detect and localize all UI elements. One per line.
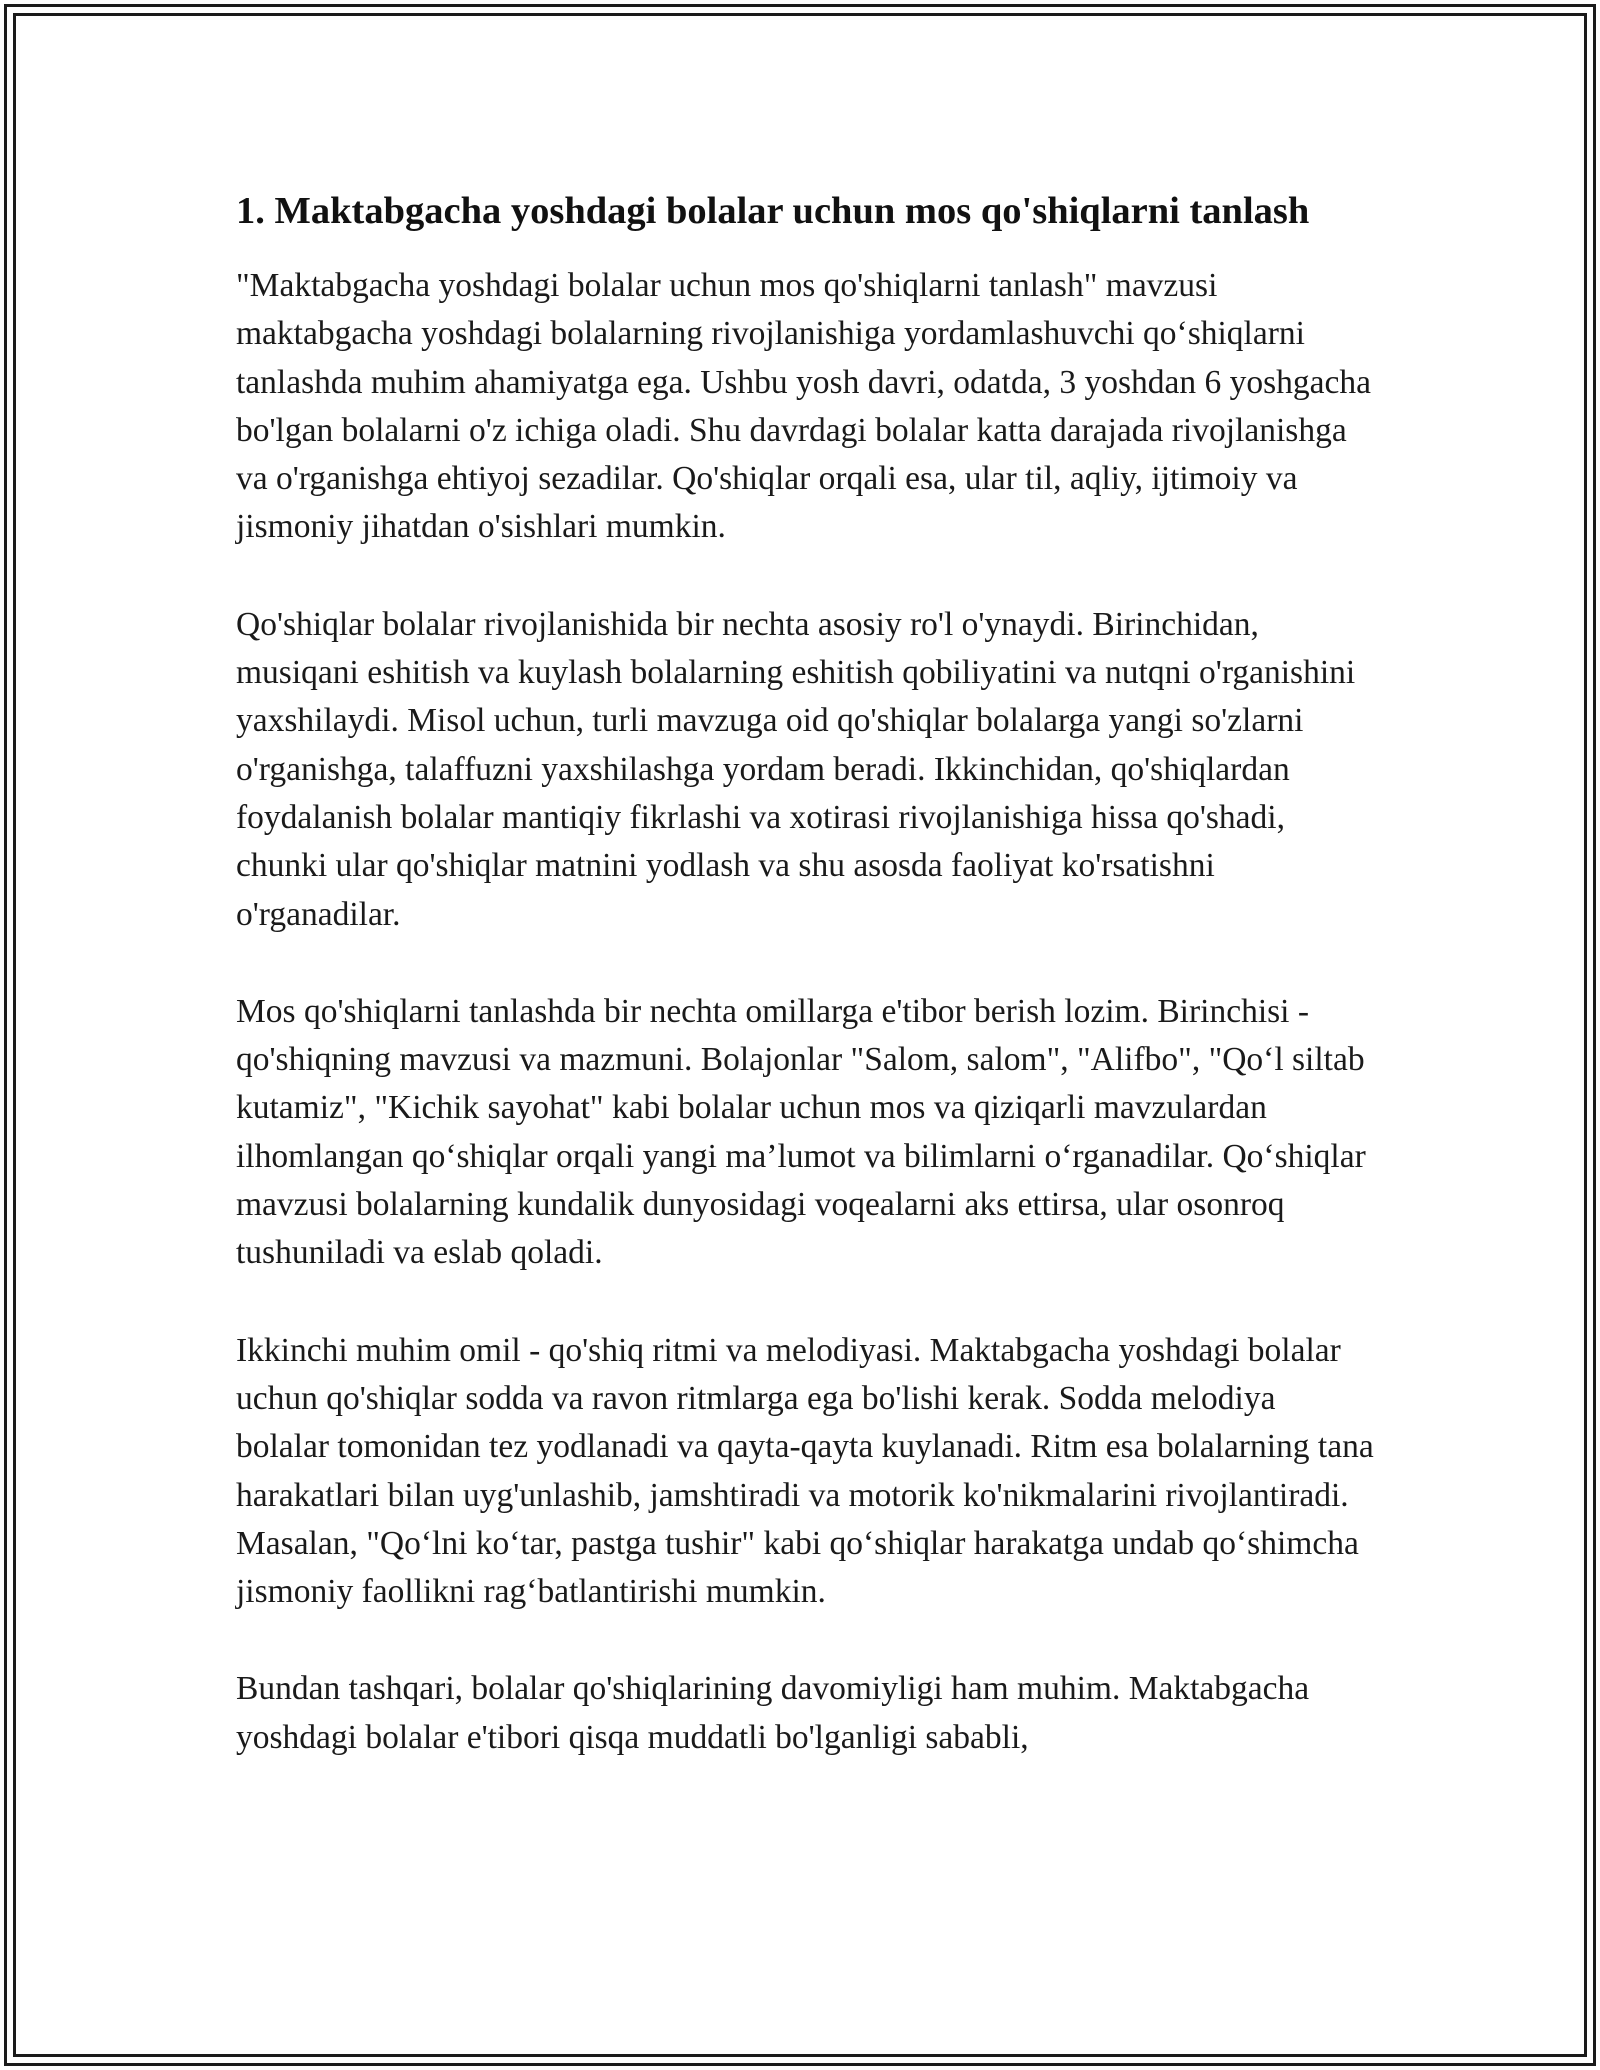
paragraph-role-of-songs: Qo'shiqlar bolalar rivojlanishida bir nechta asosiy ro'l o'ynaydi. Birinchidan, musiqani eshitish va kuylash bolalarning eshitish qobiliyatini va nutqni o'rganishini yaxshilaydi. Misol uchun, turli mavzuga oid qo'shiqlar bolalarga yangi so'zlarni o'rganishga, talaffuzni yaxshilashga yordam beradi. Ikkinchidan, qo'shiqlardan foydalanish bolalar mantiqiy fikrlashi va xotirasi rivojlanishiga hissa qo'shadi, chunki ular qo'shiqlar matnini yodlash va shu asosda faoliyat ko'rsatishni o'rganadilar. [236, 605, 1356, 933]
paragraph-song-theme: Mos qo'shiqlarni tanlashda bir nechta omillarga e'tibor berish lozim. Birinchisi - qo'shiqning mavzusi va mazmuni. Bolajonlar "Salom, salom", "Alifbo", "Qo‘l siltab kutamiz", "Kichik sayohat" kabi bolalar uchun mos va qiziqarli mavzulardan ilhomlangan qo‘shiqlar orqali yangi ma’lumot va bilimlarni o‘rganadilar. Qo‘shiqlar mavzusi bolalarning kundalik dunyosidagi voqealarni aks ettirsa, ular osonroq tushuniladi va eslab qoladi. [236, 992, 1366, 1272]
document-body [236, 184, 1376, 1762]
paragraph-intro: "Maktabgacha yoshdagi bolalar uchun mos qo'shiqlarni tanlash" mavzusi maktabgacha yoshdagi bolalarning rivojlanishiga yordamlashuvchi qo‘shiqlarni tanlashda muhim ahamiyatga ega. Ushbu yosh davri, odatda, 3 yoshdan 6 yoshgacha bo'lgan bolalarni o'z ichiga oladi. Shu davrdagi bolalar katta darajada rivojlanishga va o'rganishga ehtiyoj sezadilar. Qo'shiqlar orqali esa, ular til, aqliy, ijtimoiy va jismoniy jihatdan o'sishlari mumkin. [236, 267, 1372, 546]
paragraph-song-duration: Bundan tashqari, bolalar qo'shiqlarining davomiyligi ham muhim. Maktabgacha yoshdagi bolalar e'tibori qisqa muddatli bo'lganligi sababli, [236, 1670, 1310, 1756]
paragraph-rhythm-melody: Ikkinchi muhim omil - qo'shiq ritmi va melodiyasi. Maktabgacha yoshdagi bolalar uchun qo'shiqlar sodda va ravon ritmlarga ega bo'lishi kerak. Sodda melodiya bolalar tomonidan tez yodlanadi va qayta-qayta kuylanadi. Ritm esa bolalarning tana harakatlari bilan uyg'unlashib, jamshtiradi va motorik ko'nikmalarini rivojlantiradi. Masalan, "Qo‘lni ko‘tar, pastga tushir" kabi qo‘shiqlar harakatga undab qo‘shimcha jismoniy faollikni rag‘batlantirishi mumkin. [236, 1331, 1374, 1611]
section-heading: 1. Maktabgacha yoshdagi bolalar uchun mos qo'shiqlarni tanlash [236, 190, 1310, 232]
